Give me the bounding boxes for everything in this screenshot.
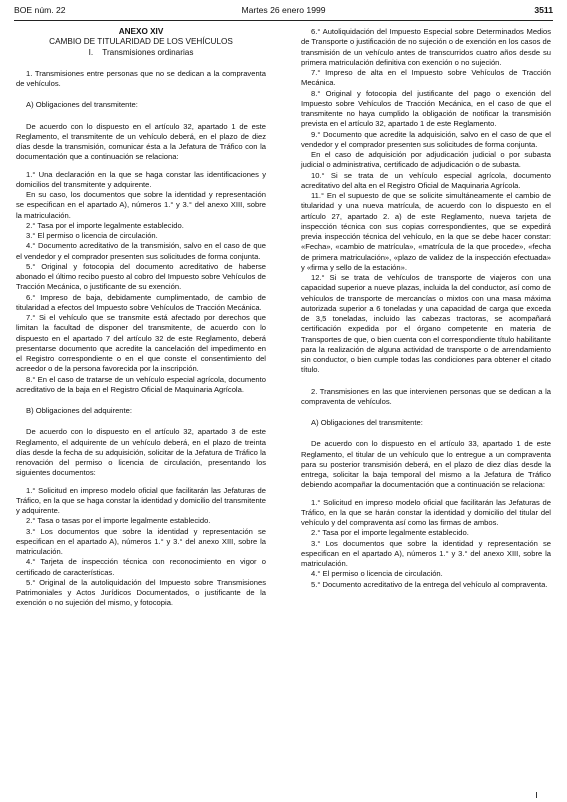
bulletin-number: BOE núm. 22	[14, 5, 66, 15]
list-item: 1.° Una declaración en la que se haga constar las identificaciones y domicilios del transmitente y adquirente.	[16, 169, 266, 189]
issue-date: Martes 26 enero 1999	[241, 5, 326, 15]
section-title: Transmisiones ordinarias	[102, 47, 194, 57]
section-number: I.	[88, 47, 94, 57]
list-item: 6.° Impreso de baja, debidamente cumplimentado, de cambio de titularidad a efectos del Impuesto sobre Vehículos de Tracción Mecánica.	[16, 292, 266, 312]
subheading-transmitter-obligations: A) Obligaciones del transmitente:	[26, 100, 138, 110]
right-column	[301, 27, 551, 590]
list-item: 8.° En el caso de tratarse de un vehículo especial agrícola, documento acreditativo de la baja en el Registro Oficial de Maquinaria Agrícola.	[16, 374, 266, 394]
list-item: 4.° El permiso o licencia de circulación.	[311, 569, 443, 579]
list-item: 4.° Documento acreditativo de la transmisión, salvo en el caso de que el vendedor y el comprador presenten sus solicitudes de forma conjunta.	[16, 241, 266, 261]
annex-title: CAMBIO DE TITULARIDAD DE LOS VEHÍCULOS	[49, 37, 233, 47]
list-item: 12.° Si se trata de vehículos de transporte de viajeros con una capacidad superior a nueve plazas, incluida la del conductor, así como de vehículos de transporte de mercancías o mixtos con una masa máxima autorizada superior a 6 toneladas y una capacidad de carga que exceda de 3,5 toneladas, incluido las cabezas tractoras, se acompañará certificación expedida por el órgano competente en materia de Transportes de que, o bien cuenta con el correspondiente título habilitante para la realización de alguna actividad de transporte o de arrendamiento sin conductor, o bien cumple todas las condiciones para obtener el citado título.	[301, 273, 551, 375]
list-item: 7.° Si el vehículo que se transmite está afectado por derechos que limitan la facultad de disponer del transmitente, de acuerdo con lo dispuesto en el apartado 7 del artículo 32 de este Reglamento, deberá presentarse documento que acredite la cancelación del impedimento en el Registro correspondiente o en el que conste el consentimiento del acreedor o de la persona favorecida por la inscripción.	[16, 313, 266, 374]
paragraph-transmissions-individuals: 1. Transmisiones entre personas que no se dedican a la compraventa de vehículos.	[16, 68, 266, 88]
paragraph-dealer-intro: De acuerdo con lo dispuesto en el artículo 33, apartado 1 de este Reglamento, el titular de un vehículo que lo entregue a un compraventa para su posterior transmisión deberá, en el plazo de diez días desde la entrega, solicitar la baja temporal del mismo a la Jefatura de Tráfico debiendo acompañar la documentación que a continuación se relaciona:	[301, 439, 551, 490]
list-item: 1.° Solicitud en impreso modelo oficial que facilitarán las Jefaturas de Tráfico, en la que se harán constar la identidad y domicilio del titular del vehículo y del compraventa así como las firmas de ambos.	[301, 497, 551, 527]
list-item: 3.° Los documentos que sobre la identidad y representación se especifican en el apartado A), números 1.° y 3.° del anexo XIII, sobre la matriculación.	[16, 526, 266, 556]
page-number: 3511	[534, 5, 553, 15]
list-item: 10.° Si se trata de un vehículo especial agrícola, documento acreditativo del alta en el Registro Oficial de Maquinaria Agrícola.	[301, 170, 551, 190]
list-item: En su caso, los documentos que sobre la identidad y representación se especifican en el apartado A), números 1.° y 3.° del anexo XIII, sobre la matriculación.	[16, 190, 266, 220]
list-item: 3.° El permiso o licencia de circulación.	[26, 231, 158, 240]
list-item: 2.° Tasa por el importe legalmente establecido.	[311, 528, 469, 538]
list-item: 5.° Documento acreditativo de la entrega del vehículo al compraventa.	[311, 579, 548, 589]
list-item: 5.° Original de la autoliquidación del Impuesto sobre Transmisiones Patrimoniales y Actos Jurídicos Documentados, o justificante de la exención o no sujeción del mismo, y fotocopia.	[16, 577, 266, 608]
paragraph-transmitter-intro: De acuerdo con lo dispuesto en el artículo 32, apartado 1 de este Reglamento, el transmitente de un vehículo deberá, en el plazo de diez días desde la transmisión, comunicar ésta a la Jefatura de Tráfico con la documentación que a continuación se relaciona:	[16, 121, 266, 162]
end-mark	[536, 792, 537, 798]
list-item: 2.° Tasa o tasas por el importe legalmente establecido.	[26, 516, 211, 526]
list-item: 5.° Original y fotocopia del documento acreditativo de haberse abonado el último recibo puesto al cobro del Impuesto sobre Vehículos de Tracción Mecánica, o justificante de su exención.	[16, 261, 266, 292]
list-item: 1.° Solicitud en impreso modelo oficial que facilitarán las Jefaturas de Tráfico, en la que se haga constar la identidad y domicilio del transmitente y adquirente.	[16, 485, 266, 515]
list-item: 11.° En el supuesto de que se solicite simultáneamente el cambio de titularidad y una nueva matrícula, de acuerdo con lo dispuesto en el artículo 27, apartado 2. a) de este Reglamento, nueva tarjeta de inspección técnica con sus copias correspondientes, que se expedirá previa inspección técnica del vehículo, en la que se debe hacer constar: «Fecha», «cambio de matrícula», «matrícula de la que procede», «fecha de primera matriculación», «plazo de validez de la inspección efectuada» y «firma y sello de la estación».	[301, 191, 551, 272]
list-item: 2.° Tasa por el importe legalmente establecido.	[26, 220, 184, 230]
list-item: 9.° Documento que acredite la adquisición, salvo en el caso de que el vendedor y el comprador presenten sus solicitudes de forma conjunta.	[301, 129, 551, 149]
subheading-acquirer-obligations: B) Obligaciones del adquirente:	[26, 406, 132, 415]
subheading-transmitter-obligations-2: A) Obligaciones del transmitente:	[311, 418, 423, 427]
list-item: 7.° Impreso de alta en el Impuesto sobre Vehículos de Tracción Mecánica.	[301, 68, 551, 88]
paragraph-transmissions-dealers: 2. Transmisiones en las que intervienen personas que se dedican a la compraventa de vehículos.	[301, 386, 551, 406]
list-item: 4.° Tarjeta de inspección técnica con reconocimiento en vigor o certificado de características.	[16, 557, 266, 577]
paragraph-acquirer-intro: De acuerdo con lo dispuesto en el artículo 32, apartado 3 de este Reglamento, el adquirente de un vehículo deberá, en el plazo de treinta días desde la fecha de su adquisición, solicitar de la Jefatura de Tráfico la renovación del permiso o licencia de circulación, presentando los siguientes documentos:	[16, 427, 266, 478]
annex-heading: ANEXO XIV	[118, 27, 164, 36]
list-item: 8.° Original y fotocopia del justificante del pago o exención del Impuesto sobre Vehículos de Tracción Mecánica, en el caso de que el transmitente no haya cumplido la obligación de notificar la transmisión prevista en el artículo 32, apartado 1 de este Reglamento.	[301, 88, 551, 129]
list-item: En el caso de adquisición por adjudicación judicial o por subasta judicial o administrativa, certificado de adjudicación o de subasta.	[301, 150, 551, 170]
list-item: 6.° Autoliquidación del Impuesto Especial sobre Determinados Medios de Transporte o justificación de no sujeción o de exención en los casos de transmisión de un vehículo antes de transcurridos cuatro años desde su primera matriculación definitiva con exención o no sujeción.	[301, 27, 551, 67]
page-header	[14, 2, 553, 21]
section-heading	[16, 48, 266, 58]
left-column	[16, 27, 266, 609]
list-item: 3.° Los documentos que sobre la identidad y representación se especifican en el apartado A), números 1.° y 3.° del anexo XIII, sobre la matriculación.	[301, 538, 551, 568]
